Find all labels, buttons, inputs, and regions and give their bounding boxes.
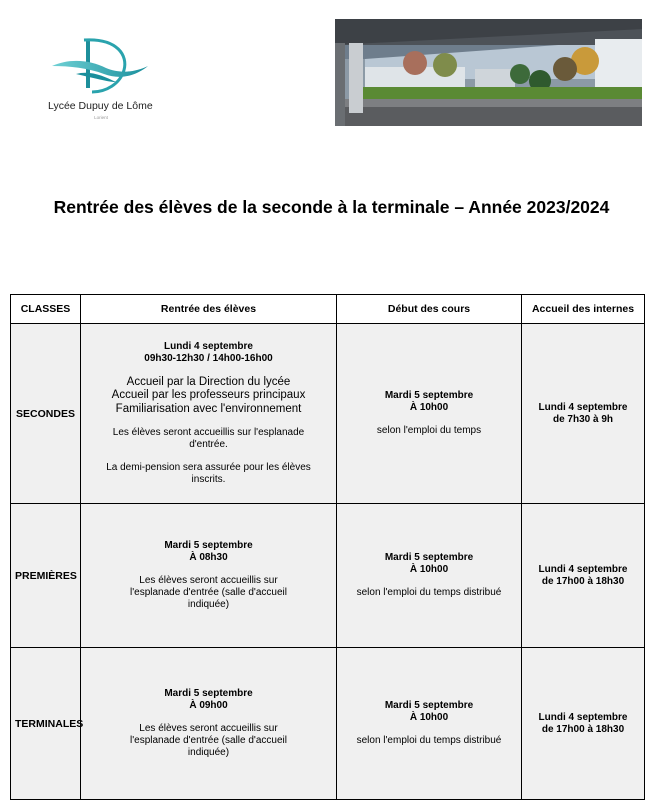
internes-cell [522, 324, 645, 504]
table-header-row [11, 295, 645, 324]
internes-date: Lundi 4 septembre [538, 401, 628, 413]
accueil-line: Accueil par la Direction du lycée [126, 375, 291, 388]
cours-note: selon l'emploi du temps [376, 425, 482, 436]
cours-date: Mardi 5 septembre [384, 552, 474, 563]
class-name: SECONDES [11, 324, 81, 504]
internes-cell [522, 504, 645, 648]
rentree-hours: À 09h00 [189, 700, 228, 711]
rentree-cell [81, 324, 337, 504]
internes-date: Lundi 4 septembre [538, 563, 628, 575]
accueil-line: Accueil par les professeurs principaux [111, 389, 306, 402]
rentree-date: Mardi 5 septembre [164, 688, 253, 699]
rentree-cell [81, 648, 337, 800]
rentree-note: Les élèves seront accueillis sur l'esplanade d'entrée. [112, 427, 305, 451]
rentree-cell [81, 504, 337, 648]
class-name: TERMINALES [11, 648, 81, 800]
class-name: PREMIÈRES [11, 504, 81, 648]
table-row [11, 324, 645, 504]
page-title: Rentrée des élèves de la seconde à la terminale – Année 2023/2024 [53, 197, 610, 217]
cours-date: Mardi 5 septembre [384, 390, 474, 401]
rentree-hours: À 08h30 [189, 552, 228, 563]
column-header-classes: CLASSES [11, 295, 81, 324]
cours-date: Mardi 5 septembre [384, 700, 474, 711]
internes-hours: de 7h30 à 9h [552, 413, 614, 425]
rentree-note: Les élèves seront accueillis sur l'esplanade d'entrée (salle d'accueil indiquée) [130, 575, 287, 610]
debut-cours-cell [337, 324, 522, 504]
rentree-hours: 09h30-12h30 / 14h00-16h00 [144, 352, 273, 364]
school-city: Lorient [94, 115, 108, 120]
internes-date: Lundi 4 septembre [538, 711, 628, 723]
rentree-date: Lundi 4 septembre [164, 340, 253, 352]
schedule-table [10, 294, 645, 800]
debut-cours-cell [337, 504, 522, 648]
table-row [11, 648, 645, 800]
school-logo [46, 36, 166, 131]
internes-cell [522, 648, 645, 800]
campus-photo [335, 19, 642, 126]
internes-hours: de 17h00 à 18h30 [541, 723, 625, 735]
column-header-debut-cours: Début des cours [337, 295, 522, 324]
rentree-note: La demi-pension sera assurée pour les élèves inscrits. [106, 462, 311, 486]
cours-hour: À 10h00 [409, 402, 449, 413]
cours-hour: À 10h00 [409, 712, 449, 723]
debut-cours-cell [337, 648, 522, 800]
column-header-rentree: Rentrée des élèves [81, 295, 337, 324]
cours-hour: À 10h00 [409, 564, 449, 575]
logo-d-wave-icon [50, 36, 150, 98]
accueil-line: Familiarisation avec l'environnement [115, 402, 302, 415]
internes-hours: de 17h00 à 18h30 [541, 575, 625, 587]
rentree-date: Mardi 5 septembre [164, 540, 253, 551]
column-header-accueil-internes: Accueil des internes [522, 295, 645, 324]
rentree-note: Les élèves seront accueillis sur l'esplanade d'entrée (salle d'accueil indiquée) [130, 723, 287, 758]
cours-note: selon l'emploi du temps distribué [356, 587, 502, 598]
cours-note: selon l'emploi du temps distribué [356, 735, 502, 746]
school-name: Lycée Dupuy de Lôme [48, 100, 153, 112]
table-row [11, 504, 645, 648]
